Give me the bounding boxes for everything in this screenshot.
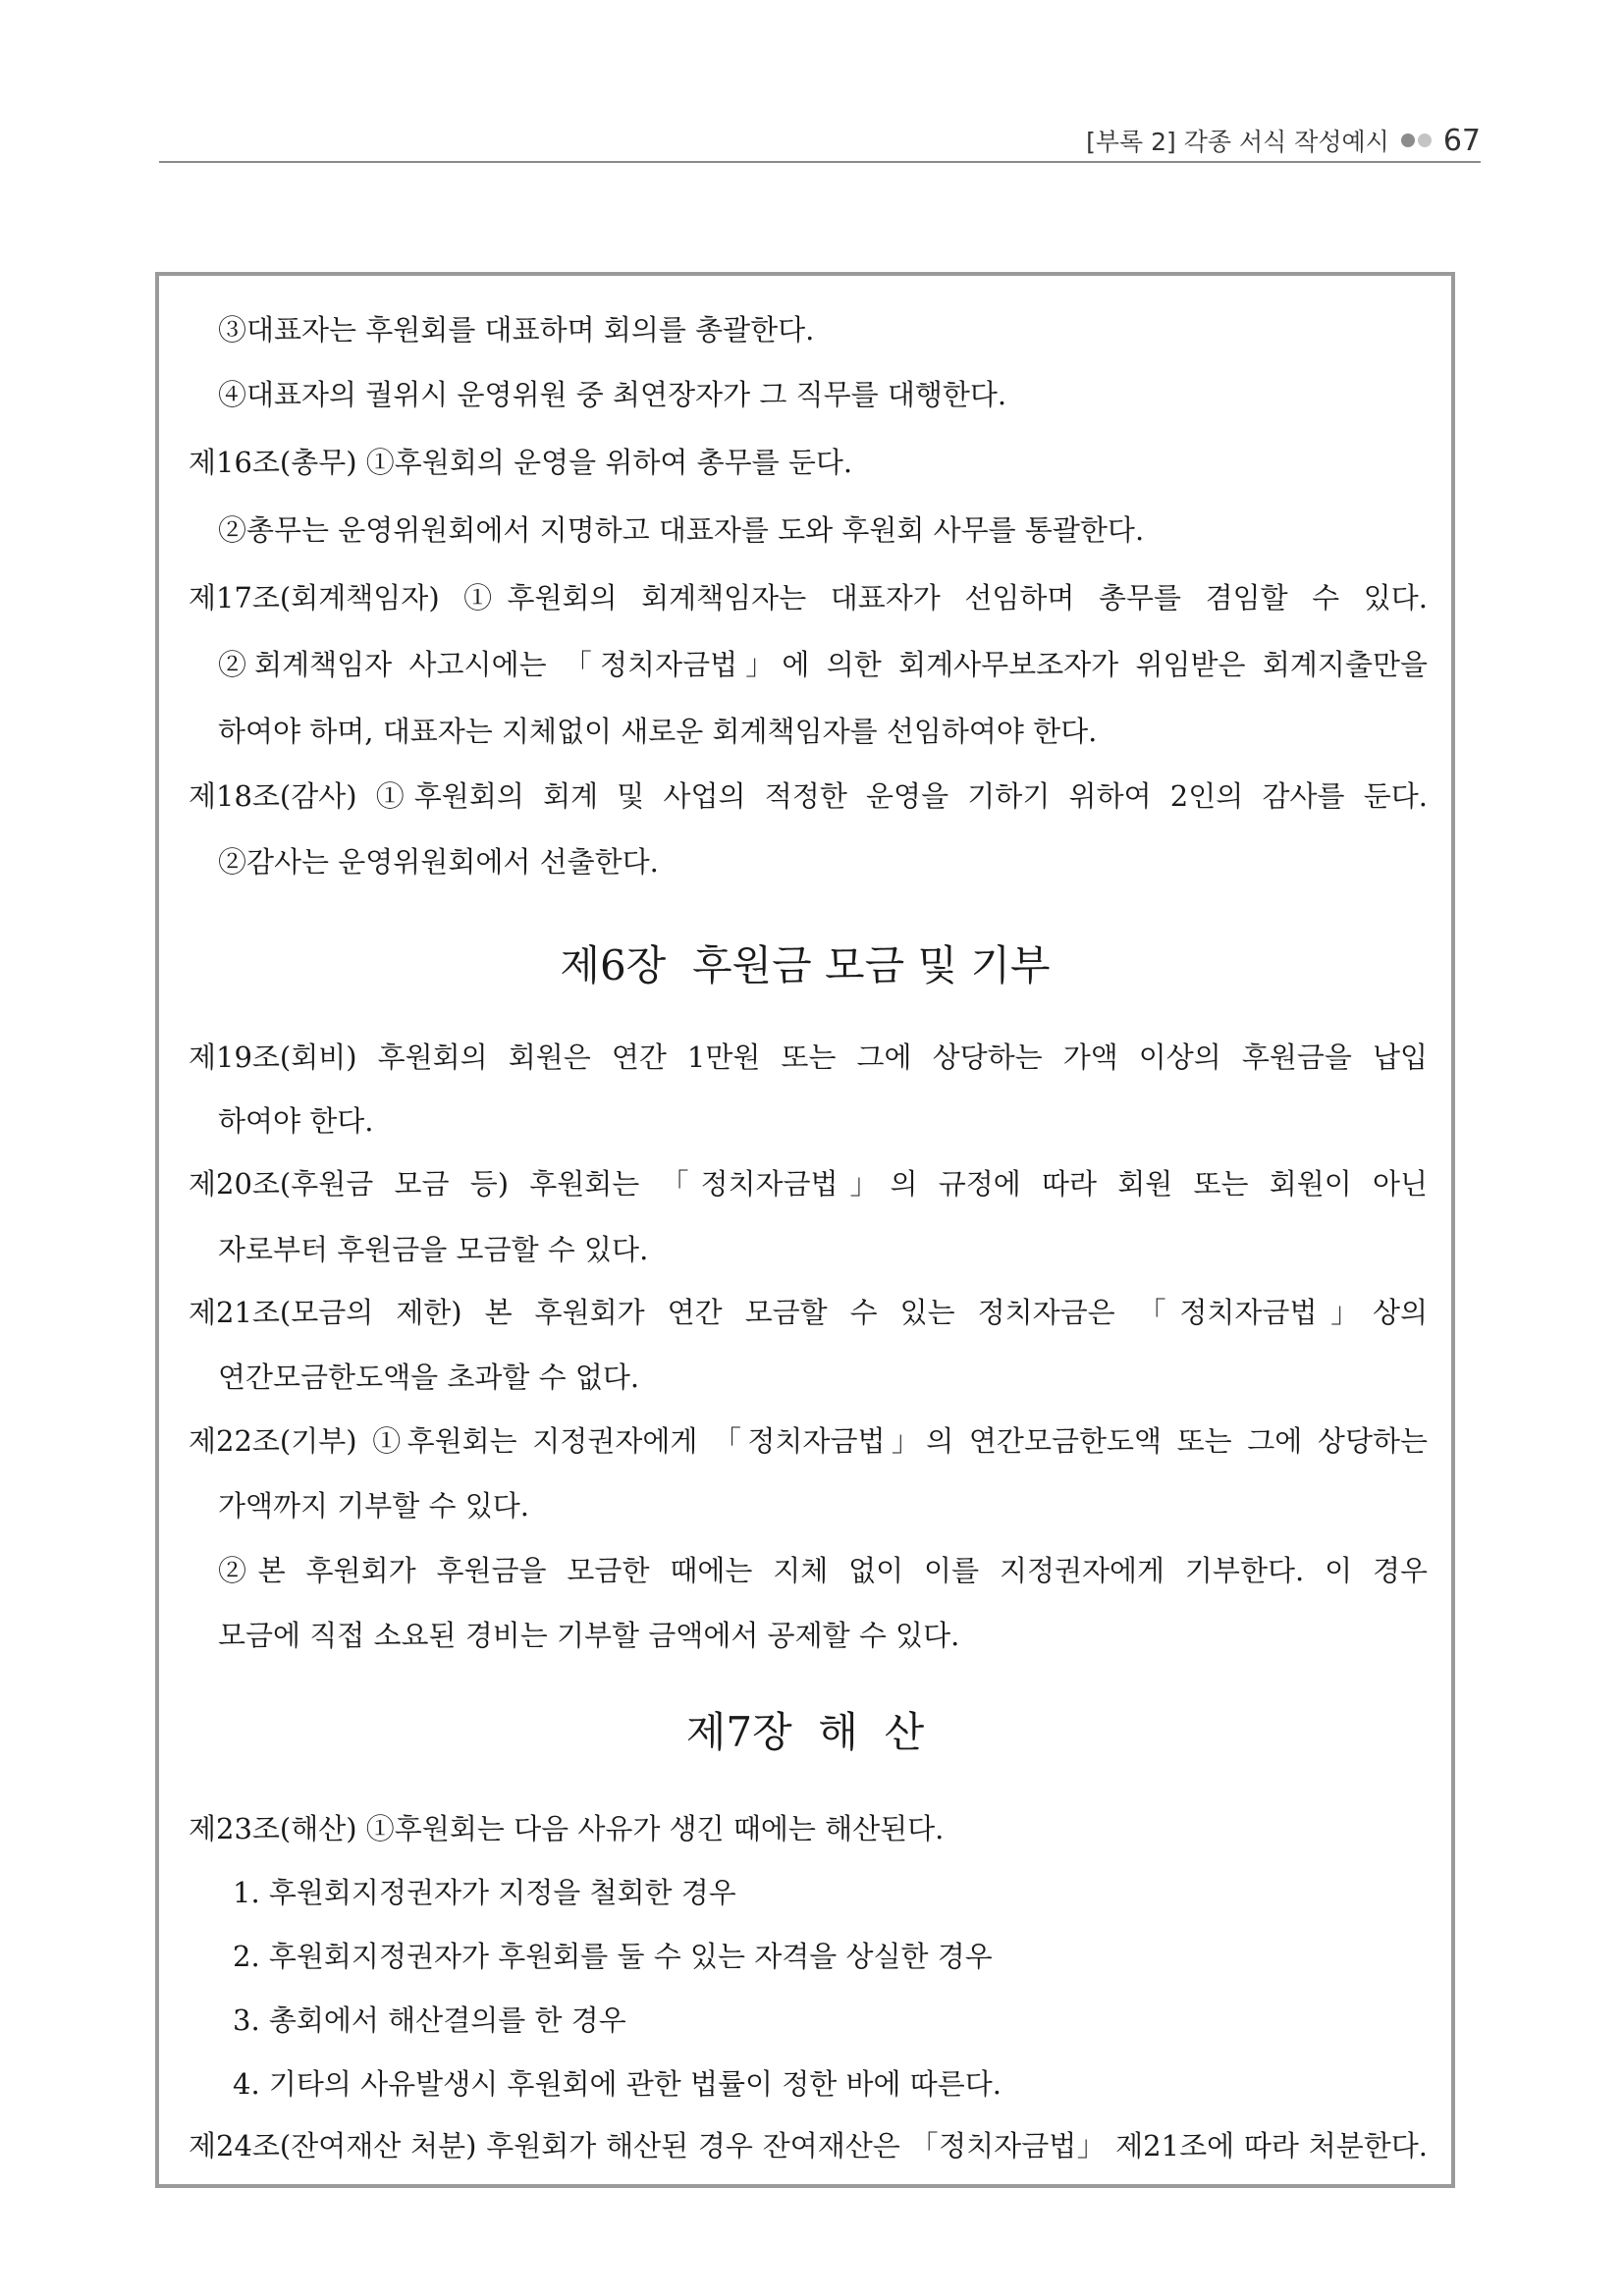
article-16: 제16조(총무) ①후원회의 운영을 위하여 총무를 둔다. bbox=[189, 446, 853, 479]
text-line: ②총무는 운영위원회에서 지명하고 대표자를 도와 후원회 사무를 통괄한다. bbox=[218, 513, 1145, 547]
bullet-dots-icon bbox=[1401, 133, 1432, 147]
chapter-6-heading: 제6장 후원금 모금 및 기부 bbox=[560, 941, 1051, 989]
text-line: 연간모금한도액을 초과할 수 없다. bbox=[218, 1361, 640, 1394]
text-line: ②회계책임자 사고시에는 「정치자금법」에 의한 회계사무보조자가 위임받은 회계지출만을 bbox=[218, 648, 1428, 681]
article-23: 제23조(해산) ①후원회는 다음 사유가 생긴 때에는 해산된다. bbox=[189, 1812, 945, 1845]
list-item: 3. 총회에서 해산결의를 한 경우 bbox=[233, 2003, 626, 2037]
running-header bbox=[159, 120, 1481, 163]
text-line: 하여야 한다. bbox=[218, 1104, 374, 1138]
page-number: 67 bbox=[1442, 123, 1481, 158]
text-line: ②감사는 운영위원회에서 선출한다. bbox=[218, 845, 659, 879]
list-item: 4. 기타의 사유발생시 후원회에 관한 법률이 정한 바에 따른다. bbox=[233, 2067, 1001, 2101]
text-line: ④대표자의 궐위시 운영위원 중 최연장자가 그 직무를 대행한다. bbox=[218, 378, 1007, 411]
text-line: 자로부터 후원금을 모금할 수 있다. bbox=[218, 1233, 649, 1266]
text-line: 가액까지 기부할 수 있다. bbox=[218, 1489, 530, 1522]
article-20: 제20조(후원금 모금 등) 후원회는 「정치자금법」의 규정에 따라 회원 또는 회원이 아닌 bbox=[189, 1167, 1428, 1201]
article-24: 제24조(잔여재산 처분) 후원회가 해산된 경우 잔여재산은 「정치자금법」 제21조에 따라 처분한다. bbox=[189, 2129, 1428, 2163]
text-line: ②본 후원회가 후원금을 모금한 때에는 지체 없이 이를 지정권자에게 기부한다. 이 경우 bbox=[218, 1554, 1428, 1587]
chapter-7-heading: 제7장 해 산 bbox=[685, 1708, 925, 1756]
article-22: 제22조(기부) ①후원회는 지정권자에게 「정치자금법」의 연간모금한도액 또는 그에 상당하는 bbox=[189, 1424, 1428, 1458]
text-line: 모금에 직접 소요된 경비는 기부할 금액에서 공제할 수 있다. bbox=[218, 1619, 960, 1652]
article-19: 제19조(회비) 후원회의 회원은 연간 1만원 또는 그에 상당하는 가액 이상의 후원금을 납입 bbox=[189, 1041, 1428, 1074]
text-line: 하여야 하며, 대표자는 지체없이 새로운 회계책임자를 선임하여야 한다. bbox=[218, 715, 1098, 748]
text-line: ③대표자는 후원회를 대표하며 회의를 총괄한다. bbox=[218, 313, 815, 347]
section-title: [부록 2] 각종 서식 작성예시 bbox=[1086, 128, 1389, 156]
list-item: 2. 후원회지정권자가 후원회를 둘 수 있는 자격을 상실한 경우 bbox=[233, 1940, 993, 1973]
article-18: 제18조(감사) ①후원회의 회계 및 사업의 적정한 운영을 기하기 위하여 2인의 감사를 둔다. bbox=[189, 779, 1428, 813]
list-item: 1. 후원회지정권자가 지정을 철회한 경우 bbox=[233, 1876, 736, 1909]
article-17: 제17조(회계책임자) ①후원회의 회계책임자는 대표자가 선임하며 총무를 겸임할 수 있다. bbox=[189, 581, 1428, 614]
article-21: 제21조(모금의 제한) 본 후원회가 연간 모금할 수 있는 정치자금은 「정치자금법」상의 bbox=[189, 1296, 1428, 1329]
